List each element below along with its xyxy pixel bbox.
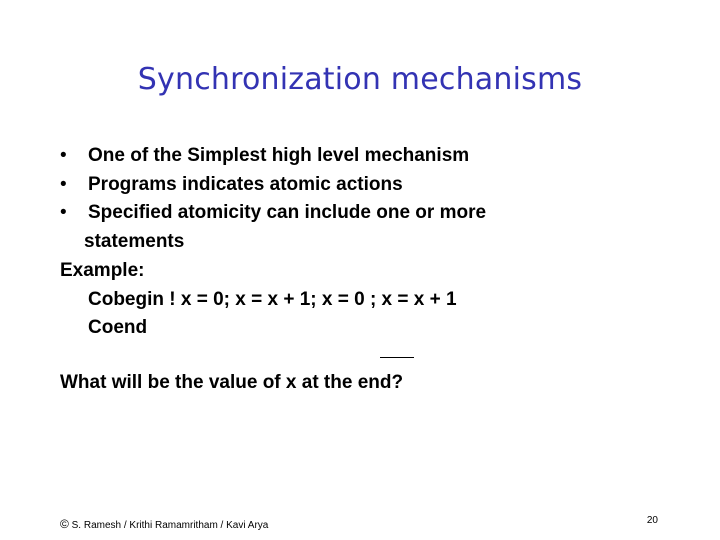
copyright-icon: © <box>60 517 69 531</box>
bullet-item <box>60 199 680 228</box>
code-line: Cobegin ! x = 0; x = x + 1; x = 0 ; x = x + 1 <box>88 288 457 310</box>
bullet-item <box>60 142 680 171</box>
bullet-text: Programs indicates atomic actions <box>88 173 403 195</box>
bullet-continuation: statements <box>84 231 185 253</box>
example-label: Example: <box>60 259 145 281</box>
bullet-list <box>60 142 680 343</box>
slide-title: Synchronization mechanisms <box>137 62 583 97</box>
bullet-dot-icon: • <box>60 145 67 166</box>
bullet-dot-icon: • <box>60 202 67 224</box>
bullet-text: Specified atomicity can include one or more <box>88 202 487 224</box>
bullet-dot-icon: • <box>60 173 67 195</box>
page-number: 20 <box>646 515 658 526</box>
footer-credit <box>60 517 268 531</box>
underline-mark <box>380 357 414 358</box>
bullet-text: One of the Simplest high level mechanism <box>88 145 470 166</box>
question-text: What will be the value of x at the end? <box>60 372 404 393</box>
footer-text: S. Ramesh / Krithi Ramamritham / Kavi Arya <box>68 520 269 531</box>
code-end: Coend <box>88 317 148 339</box>
bullet-item <box>60 171 680 200</box>
